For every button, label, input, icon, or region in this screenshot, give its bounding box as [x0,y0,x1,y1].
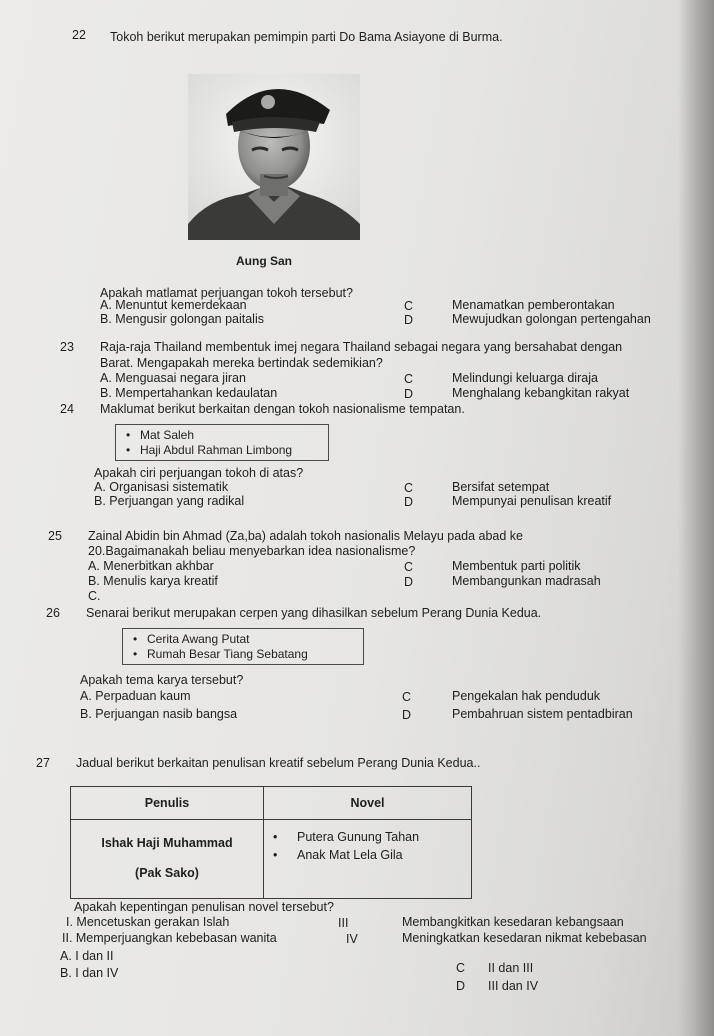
q24-option-c: Bersifat setempat [452,480,550,494]
q25-option-d: Membangunkan madrasah [452,574,601,588]
q27-statement-iii: Membangkitkan kesedaran kebangsaan [402,915,624,929]
q22-option-d: Mewujudkan golongan pertengahan [452,312,651,326]
author-pen-name: (Pak Sako) [135,866,199,880]
q23-stem-line1: Raja-raja Thailand membentuk imej negara Thailand sebagai negara yang bersahabat dengan [100,340,623,354]
table-cell-author [71,820,264,899]
q24-box-item: • Haji Abdul Rahman Limbong [124,443,322,458]
q24-info-box [115,424,329,461]
page-shadow-edge [678,0,714,1036]
q25-option-b: B. Menulis karya kreatif [88,574,218,588]
q27-option-c-label: C [456,961,466,975]
q27-statement-iv: Meningkatkan kesedaran nikmat kebebasan [402,931,647,945]
q23-option-c-label: C [404,372,414,386]
q24-option-d-label: D [404,495,414,509]
q26-option-c-label: C [402,690,412,704]
q27-stem: Jadual berikut berkaitan penulisan kreatif sebelum Perang Dunia Kedua.. [76,756,481,770]
q22-option-d-label: D [404,313,414,327]
q27-number: 27 [36,756,50,770]
author-name: Ishak Haji Muhammad [101,836,233,850]
q23-option-b: B. Mempertahankan kedaulatan [100,386,278,400]
q23-number: 23 [60,340,74,354]
q26-option-d-label: D [402,708,412,722]
q27-question: Apakah kepentingan penulisan novel tersebut? [74,900,334,914]
q26-number: 26 [46,606,60,620]
q27-option-a: A. I dan II [60,949,114,963]
q23-option-c: Melindungi keluarga diraja [452,371,598,385]
q27-option-b: B. I dan IV [60,966,119,980]
q25-stem-line2: 20.Bagaimanakah beliau menyebarkan idea nasionalisme? [88,544,416,558]
q26-option-d: Pembahruan sistem pentadbiran [452,707,633,721]
q25-number: 25 [48,529,62,543]
aung-san-portrait [188,74,360,240]
q25-option-c: Membentuk parti politik [452,559,581,573]
q24-number: 24 [60,402,74,416]
q25-option-d-label: D [404,575,414,589]
q22-number: 22 [72,28,86,42]
q24-question: Apakah ciri perjuangan tokoh di atas? [94,466,304,480]
q22-option-c-label: C [404,299,414,313]
q26-stem: Senarai berikut merupakan cerpen yang dihasilkan sebelum Perang Dunia Kedua. [86,606,542,620]
q24-box-item: • Mat Saleh [124,428,322,443]
q22-photo-caption: Aung San [236,254,292,268]
table-cell-novels [264,820,472,899]
q22-stem: Tokoh berikut merupakan pemimpin parti Do Bama Asiayone di Burma. [110,30,503,44]
q26-info-box [122,628,364,665]
q26-box-item: • Cerita Awang Putat [131,632,357,647]
table-header-penulis: Penulis [71,787,264,820]
q27-statement-iv-label: IV [346,932,358,946]
q27-option-c: II dan III [488,961,534,975]
q23-option-d: Menghalang kebangkitan rakyat [452,386,630,400]
q25-option-a: A. Menerbitkan akhbar [88,559,214,573]
q22-option-b: B. Mengusir golongan paitalis [100,312,264,326]
q27-option-d-label: D [456,979,466,993]
q27-statement-iii-label: III [338,916,349,930]
q24-option-d: Mempunyai penulisan kreatif [452,494,612,508]
novel-title: • Anak Mat Lela Gila [265,846,470,864]
q25-stem-line1: Zainal Abidin bin Ahmad (Za,ba) adalah tokoh nasionalis Melayu pada abad ke [88,529,524,543]
q27-statement-ii: II. Memperjuangkan kebebasan wanita [62,931,277,945]
q26-box-item: • Rumah Besar Tiang Sebatang [131,647,357,662]
q22-option-c: Menamatkan pemberontakan [452,298,615,312]
q27-option-d: III dan IV [488,979,539,993]
q24-option-a: A. Organisasi sistematik [94,480,229,494]
table-row [71,820,472,899]
table-header-novel: Novel [264,787,472,820]
q23-option-a: A. Menguasai negara jiran [100,371,246,385]
q23-option-d-label: D [404,387,414,401]
q26-option-b: B. Perjuangan nasib bangsa [80,707,238,721]
q27-novel-table [70,786,472,899]
q26-question: Apakah tema karya tersebut? [80,673,244,687]
q22-option-a: A. Menuntut kemerdekaan [100,298,247,312]
q24-stem: Maklumat berikut berkaitan dengan tokoh nasionalisme tempatan. [100,402,465,416]
q26-option-a: A. Perpaduan kaum [80,689,191,703]
q25-option-c-label: C [404,560,414,574]
q26-option-c: Pengekalan hak penduduk [452,689,601,703]
q27-statement-i: I. Mencetuskan gerakan Islah [66,915,230,929]
q22-question: Apakah matlamat perjuangan tokoh tersebut? [100,286,353,300]
q24-option-c-label: C [404,481,414,495]
novel-title: • Putera Gunung Tahan [265,828,470,846]
q23-stem-line2: Barat. Mengapakah mereka bertindak sedemikian? [100,356,383,370]
q24-option-b: B. Perjuangan yang radikal [94,494,245,508]
q25-extra-label: C. [88,589,101,603]
